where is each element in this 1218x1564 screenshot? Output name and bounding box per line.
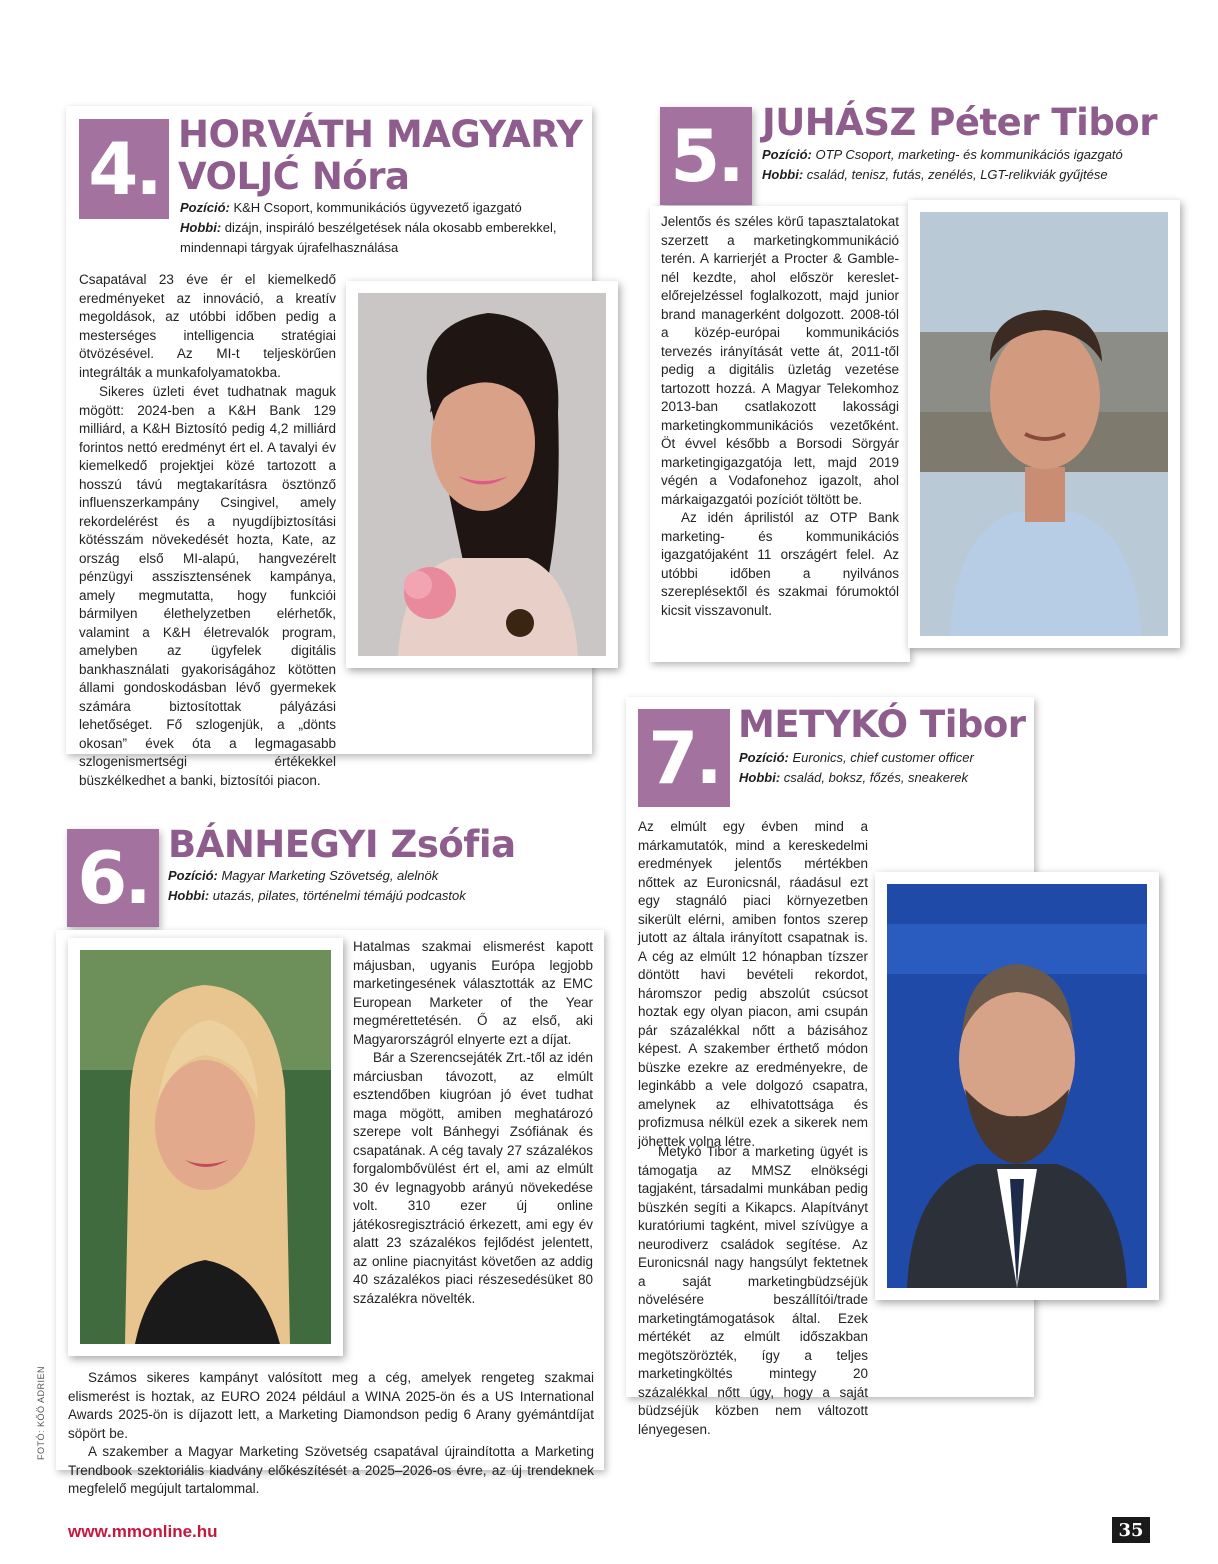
portrait-photo-7: [875, 872, 1159, 1300]
paragraph: Metykó Tibor a marketing ügyét is támogatja az MMSZ elnökségi tagjaként, társadalmi munkában pedig büszkén segíti a Kikapcs. Alapítványt kuratóriumi tagként, mivel szívügye a neurodiverz családok segítése. Az Euronicsnál nagy hangsúlyt fektetnek a saját marketingbüdzséjük növelésére beszállítói/trade marketingtámogatások által. Ezek mértékét az elmúlt időszakban megötszörözték, így a teljes marketingköltés mintegy 20 százalékkal nőtt úgy, hogy a saját büdzséjük közben nem változott lényegesen.: [638, 1144, 868, 1437]
profile-name-4-line1: HORVÁTH MAGYARY: [178, 113, 583, 156]
hobby-label: Hobbi:: [180, 220, 222, 235]
profile-name-6: BÁNHEGYI Zsófia: [168, 823, 516, 866]
profile-name-4-line2: VOLJĆ Nóra: [178, 155, 410, 198]
portrait-woman-blonde: [80, 950, 331, 1344]
profile-meta-4: [180, 198, 556, 258]
position-value: OTP Csoport, marketing- és kommunikációs igazgató: [815, 147, 1123, 162]
footer-url-link[interactable]: www.mmonline.hu: [68, 1522, 218, 1541]
hobby-value: család, tenisz, futás, zenélés, LGT-relikviák gyűjtése: [806, 167, 1108, 182]
profile-meta-6: [168, 866, 466, 906]
hobby-label: Hobbi:: [168, 888, 210, 903]
position-label: Pozíció:: [739, 750, 789, 765]
paragraph: Az idén áprilistól az OTP Bank marketing- és kommunikációs igazgatójaként 11 országért felel. Az utóbbi időben a nyilvános szereplésektől és szakmai fórumoktól kicsit visszavonult.: [661, 510, 899, 618]
rank-badge-4: 4.: [79, 119, 169, 219]
profile-meta-5: [762, 145, 1123, 185]
paragraph: Számos sikeres kampányt valósított meg a cég, amelyek rengeteg szakmai elismerést is hoztak, az EURO 2024 például a WINA 2025-ön és a US International Awards 2025-ön is díjazott lett, a Marketing Diamondson pedig 6 Arany gyémántdíjat söpört be.: [68, 1370, 594, 1441]
paragraph: Csapatával 23 éve ér el kiemelkedő eredményeket az innováció, a kreatív megoldások, az utóbbi időben pedig a mesterséges intelligencia stratégiai ötvözésével. Az MI-t teljeskörűen integrálták a munkafolyamatokba.: [79, 272, 336, 380]
rank-badge-5: 5.: [660, 107, 752, 205]
hobby-value-cont: mindennapi tárgyak újrafelhasználása: [180, 240, 399, 255]
hobby-value: dizájn, inspiráló beszélgetések nála okosabb emberekkel,: [224, 220, 557, 235]
profile-meta-7: [739, 748, 974, 788]
profile-text-6-cont: [68, 1369, 594, 1499]
paragraph: Sikeres üzleti évet tudhatnak maguk mögött: 2024-ben a K&H Bank 129 milliárd, a K&H Biztosító pedig 4,2 milliárd forintos nettó eredményt ért el. A tavalyi év kiemelkedő projektjei közé tartozott a hosszú távú megtakarításra ösztönző influenszerkampány Csingivel, amely rekordelérést és a nyugdíjbiztosítási kötésszám növekedését hozta, Kate, az ország első MI-alapú, hangvezérelt pénzügyi asszisztensének kampánya, amely megmutatta, hogy funkciói bármilyen élethelyzetben elérhetők, valamint a K&H életrevalók program, amelyben az ügyfelek digitális bankhasználati gyakoriságához kötötten állami gondoskodásban lévő gyermekek számára biztosítottak pályázási lehetőséget. Fő szlogenjük, a „dönts okosan” évek óta a legmagasabb szlogenismertségi értékekkel büszkélkedhet a banki, biztosítói piacon.: [79, 384, 336, 788]
portrait-man-city-background: [920, 212, 1168, 636]
paragraph: A szakember a Magyar Marketing Szövetség csapatával újraindította a Marketing Trendbook szektoriális kiadvány előkészítését a 2025–2026-os évre, az új trendeknek megfelelő megújult tartalommal.: [68, 1444, 594, 1496]
position-label: Pozíció:: [762, 147, 812, 162]
position-value: Magyar Marketing Szövetség, alelnök: [221, 868, 439, 883]
position-value: Euronics, chief customer officer: [792, 750, 974, 765]
hobby-label: Hobbi:: [762, 167, 804, 182]
paragraph: Bár a Szerencsejáték Zrt.-től az idén márciusban távozott, az elmúlt esztendőben kiugróan jó évet tudhat maga mögött, amiben meghatározó szerepe volt Bánhegyi Zsófiának és csapatának. A cég tavaly 27 százalékos forgalombővülést ért el, ami az elmúlt 30 év legnagyobb arányú növekedése volt. 310 ezer új online játékosregisztráció érkezett, ami egy év alatt 23 százalékos fejlődést jelentett, az online piacnyitást követően az addig 40 százalékos piaci részesedésüket 80 százalékra növelték.: [353, 1050, 593, 1306]
profile-text-6: [353, 938, 593, 1306]
photo-credit: FOTÓ: KŐÖ ADRIEN: [36, 1365, 46, 1460]
profile-text-7: [638, 818, 868, 1149]
paragraph: Hatalmas szakmai elismerést kapott májusban, ugyanis Európa legjobb marketingesének választották az EMC European Marketer of the Year megmérettetésén. Ő az első, aki Magyarországról elnyerte ezt a díjat.: [353, 939, 593, 1047]
rank-badge-6: 6.: [67, 829, 159, 927]
profile-text-7-cont: [638, 1143, 868, 1437]
profile-name-5: JUHÁSZ Péter Tibor: [762, 101, 1157, 144]
hobby-value: utazás, pilates, történelmi témájú podcastok: [212, 888, 466, 903]
hobby-label: Hobbi:: [739, 770, 781, 785]
position-label: Pozíció:: [180, 200, 230, 215]
portrait-photo-5: [908, 200, 1180, 648]
profile-name-7: METYKÓ Tibor: [738, 703, 1026, 746]
paragraph: Az elmúlt egy évben mind a márkamutatók, mind a kereskedelmi eredmények jelentős mértékben nőttek az Euronicsnál, ráadásul ezt egy stagnáló piaci környezetben sikerült elérni, amiben fontos szerep jutott az általa irányított csapatnak is. A cég az elmúlt 12 hónapban tízszer döntött havi bevételi rekordot, háromszor pedig abszolút csúcsot hoztak egy olyan piacon, ami csupán pár százalékkal nőtt a bázisához képest. A szakember érthető módon büszke ezekre az eredményekre, de leginkább a vele dolgozó csapatra, amelynek az elhivatottsága és profizmusa nélkül ezek a sikerek nem jöhettek volna létre.: [638, 819, 868, 1149]
position-value: K&H Csoport, kommunikációs ügyvezető igazgató: [233, 200, 522, 215]
portrait-man-bearded: [887, 884, 1147, 1288]
paragraph: Jelentős és széles körű tapasztalatokat szerzett a marketingkommunikáció terén. A karrierjét a Procter & Gamble-nél kezdte, ahol először kereslet-előrejelzéssel foglalkozott, majd junior brand managerként dolgozott. 2008-tól a közép-európai kommunikációs tervezés irányítását vette át, 2011-től pedig a digitális üzletág vezetése tartozott hozzá. A Magyar Telekomhoz 2013-ban csatlakozott lakossági marketingkommunikációs vezetőként. Öt évvel később a Borsodi Sörgyár marketingigazgatója lett, majd 2019 végén a Vodafonehoz igazolt, ahol márkaigazgatói pozíciót töltött be.: [661, 214, 899, 507]
profile-text-5: [661, 213, 899, 620]
rank-badge-7: 7.: [638, 709, 730, 807]
position-label: Pozíció:: [168, 868, 218, 883]
portrait-woman-dark-hair: [358, 293, 606, 656]
page-number: 35: [1112, 1517, 1150, 1543]
profile-text-4-cont: [79, 383, 336, 788]
portrait-photo-4: [346, 281, 618, 668]
portrait-photo-6: [68, 938, 343, 1356]
hobby-value: család, boksz, főzés, sneakerek: [783, 770, 969, 785]
